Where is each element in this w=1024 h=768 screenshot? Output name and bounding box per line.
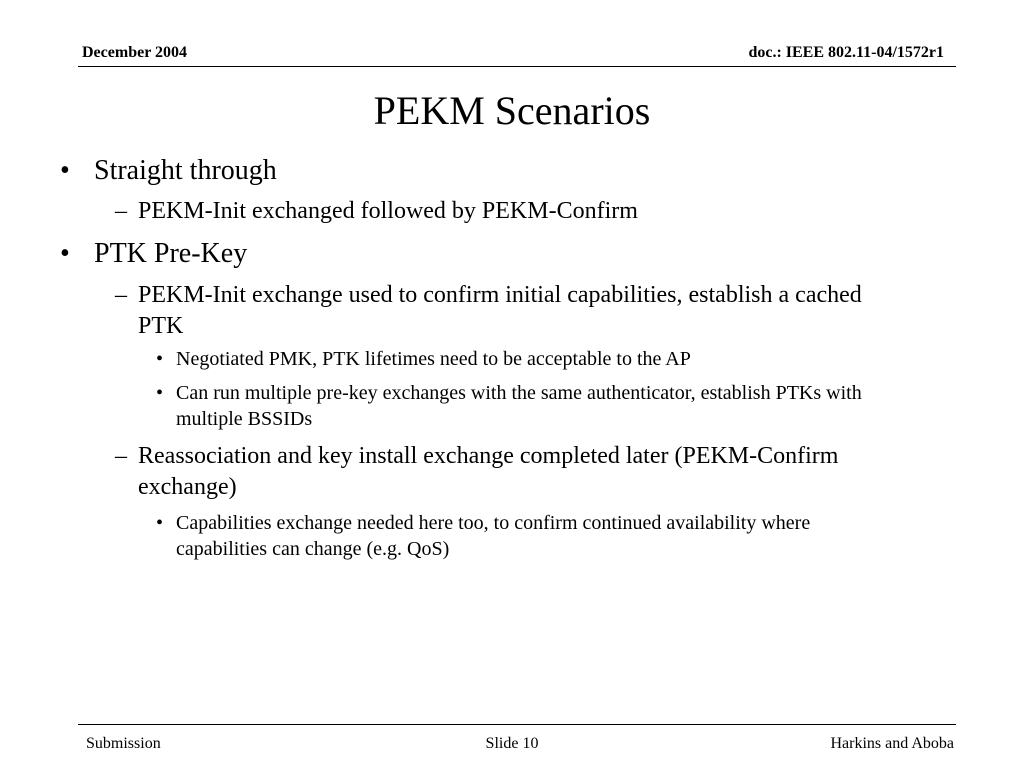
bullet-straight-through [60,155,920,187]
slide-title: PEKM Scenarios [373,88,651,133]
header-date: December 2004 [82,44,187,61]
bullet-text: PTK Pre-Key [94,238,248,269]
bullet-multiple-pre-key [156,380,876,432]
bullet-straight-through-detail [115,196,905,227]
bullet-negotiated-lifetimes [156,346,896,372]
footer-authors: Harkins and Aboba [830,735,954,752]
footer-slide-number: Slide 10 [485,735,539,752]
bullet-capabilities-exchange [156,510,846,562]
header-divider [78,66,956,67]
bullet-marker: • [156,382,164,404]
bullet-ptk-pre-key [60,238,920,270]
bullet-marker: • [156,348,164,370]
bullet-reassociation [115,441,880,503]
dash-marker: – [115,198,127,224]
footer-submission: Submission [86,735,161,752]
dash-marker: – [115,443,127,469]
bullet-marker: • [60,238,70,269]
footer-divider [78,724,956,725]
header-doc-id: doc.: IEEE 802.11-04/1572r1 [748,44,944,61]
bullet-marker: • [156,512,164,534]
bullet-text: Can run multiple pre-key exchanges with the same authenticator, establish PTKs with multiple BSSIDs [176,382,862,430]
bullet-marker: • [60,155,70,186]
dash-marker: – [115,282,127,308]
bullet-pekm-init-exchange [115,280,910,342]
bullet-text: Straight through [94,155,277,186]
bullet-text: PEKM-Init exchanged followed by PEKM-Confirm [138,198,638,224]
bullet-text: Reassociation and key install exchange completed later (PEKM-Confirm exchange) [138,443,839,500]
bullet-text: PEKM-Init exchange used to confirm initial capabilities, establish a cached PTK [138,282,862,339]
bullet-text: Capabilities exchange needed here too, to confirm continued availability where capabilities can change (e.g. QoS) [176,512,811,560]
bullet-text: Negotiated PMK, PTK lifetimes need to be acceptable to the AP [176,348,691,370]
